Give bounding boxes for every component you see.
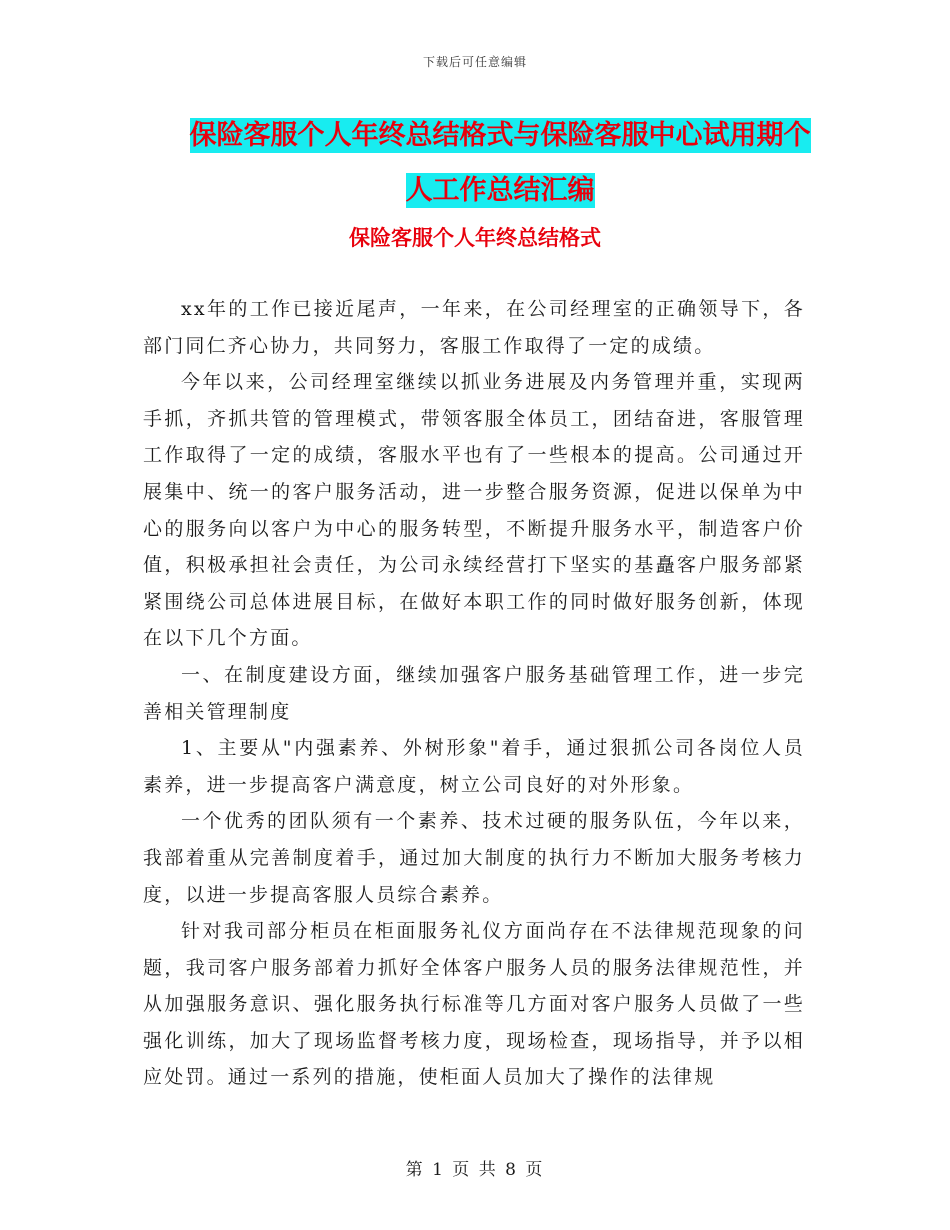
paragraph: 今年以来，公司经理室继续以抓业务进展及内务管理并重，实现两手抓，齐抓共管的管理模式，带领客服全体员工，团结奋进，客服管理工作取得了一定的成绩，客服水平也有了一些根本的提高。公司通过开展集中、统一的客户服务活动，进一步整合服务资源，促进以保单为中心的服务向以客户为中心的服务转型，不断提升服务水平，制造客户价值，积极承担社会责任，为公司永续经营打下坚实的基矗客户服务部紧紧围绕公司总体进展目标，在做好本职工作的同时做好服务创新，体现在以下几个方面。 (143, 371, 805, 650)
paragraph: xx年的工作已接近尾声，一年来，在公司经理室的正确领导下，各部门同仁齐心协力，共同努力，客服工作取得了一定的成绩。 (143, 298, 805, 357)
title-line-2: 人工作总结汇编 (405, 175, 595, 206)
header-note: 下载后可任意编辑 (422, 55, 527, 69)
paragraph: 一个优秀的团队须有一个素养、技术过硬的服务队伍，今年以来，我部着重从完善制度着手，通过加大制度的执行力不断加大服务考核力度，以进一步提高客服人员综合素养。 (143, 810, 805, 906)
paragraph: 1、主要从"内强素养、外树形象"着手，通过狠抓公司各岗位人员素养，进一步提高客户满意度，树立公司良好的对外形象。 (143, 737, 805, 796)
paragraph: 一、在制度建设方面，继续加强客户服务基础管理工作，进一步完善相关管理制度 (143, 663, 805, 723)
section-title: 保险客服个人年终总结格式 (349, 225, 601, 250)
title-line-1: 保险客服个人年终总结格式与保险客服中心试用期个 (189, 120, 811, 151)
page-footer: 第 1 页 共 8 页 (405, 1160, 545, 1180)
body-text (143, 291, 805, 1096)
document-title (140, 108, 860, 218)
paragraph: 针对我司部分柜员在柜面服务礼仪方面尚存在不法律规范现象的问题，我司客户服务部着力抓好全体客户服务人员的服务法律规范性，并从加强服务意识、强化服务执行标准等几方面对客户服务人员做了一些强化训练，加大了现场监督考核力度，现场检查，现场指导，并予以相应处罚。通过一系列的措施，使柜面人员加大了操作的法律规 (143, 920, 805, 1089)
